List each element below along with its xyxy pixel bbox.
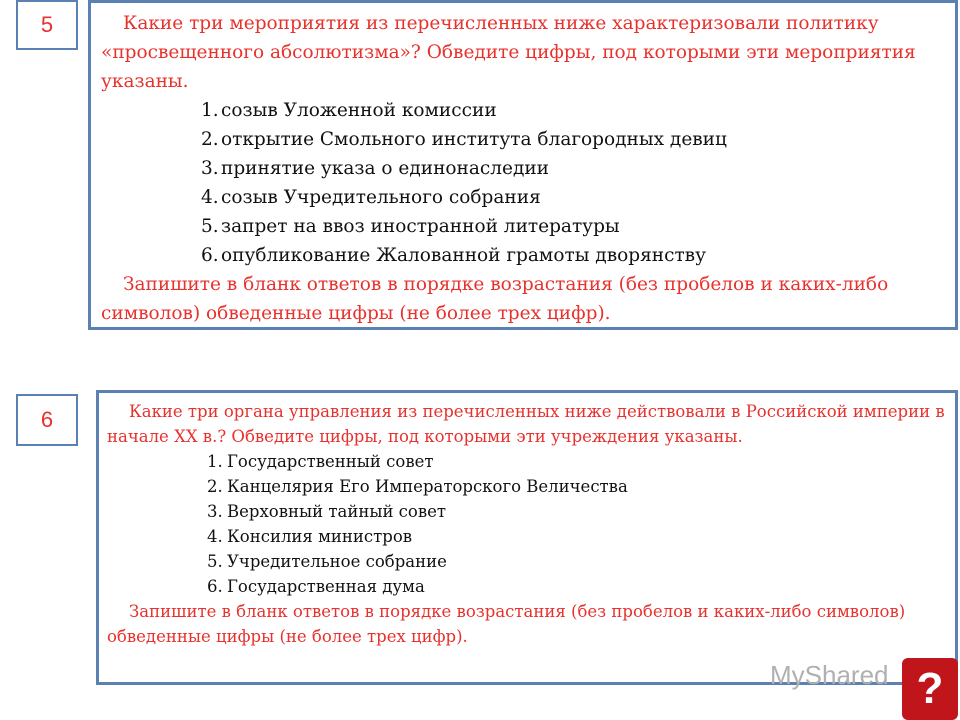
option-5: 5. запрет на ввоз иностранной литературы: [201, 216, 620, 237]
option-2: 2. открытие Смольного института благородных девиц: [201, 129, 727, 150]
question-number-6: 6: [16, 394, 78, 446]
option-1: 1. созыв Уложенной комиссии: [201, 100, 497, 121]
question-mark-icon: ?: [916, 664, 944, 713]
question-6-instruction: Запишите в бланк ответов в порядке возрастания (без пробелов и каких-либо символов) обведенные цифры (не более трех цифр).: [107, 602, 906, 646]
option-6: 6. Государственная дума: [207, 577, 425, 596]
option-3: 3. Верховный тайный совет: [207, 502, 447, 521]
watermark-text: MyShared: [770, 660, 889, 690]
option-5: 5. Учредительное собрание: [207, 552, 447, 571]
question-5-options: [101, 96, 945, 270]
option-3: 3. принятие указа о единонаследии: [201, 158, 550, 179]
question-5-box: [88, 0, 958, 330]
question-number-5: 5: [16, 0, 78, 50]
question-5-instruction: Запишите в бланк ответов в порядке возрастания (без пробелов и каких-либо символов) обведенные цифры (не более трех цифр).: [101, 274, 889, 324]
question-5-intro: Какие три мероприятия из перечисленных ниже характеризовали политику «просвещенного абсолютизма»? Обведите цифры, под которыми эти мероприятия указаны.: [101, 13, 916, 92]
question-6-box: [96, 390, 958, 685]
question-6-intro: Какие три органа управления из перечисленных ниже действовали в Российской империи в начале XX в.? Обведите цифры, под которыми эти учреждения указаны.: [107, 402, 945, 446]
option-4: 4. созыв Учредительного собрания: [201, 187, 541, 208]
option-2: 2. Канцелярия Его Императорского Величества: [207, 477, 628, 496]
help-button[interactable]: [902, 658, 958, 720]
option-6: 6. опубликование Жалованной грамоты дворянству: [201, 245, 706, 266]
watermark-logo: [770, 660, 889, 691]
option-1: 1. Государственный совет: [207, 452, 434, 471]
option-4: 4. Консилия министров: [207, 527, 413, 546]
question-6-options: [107, 449, 947, 599]
